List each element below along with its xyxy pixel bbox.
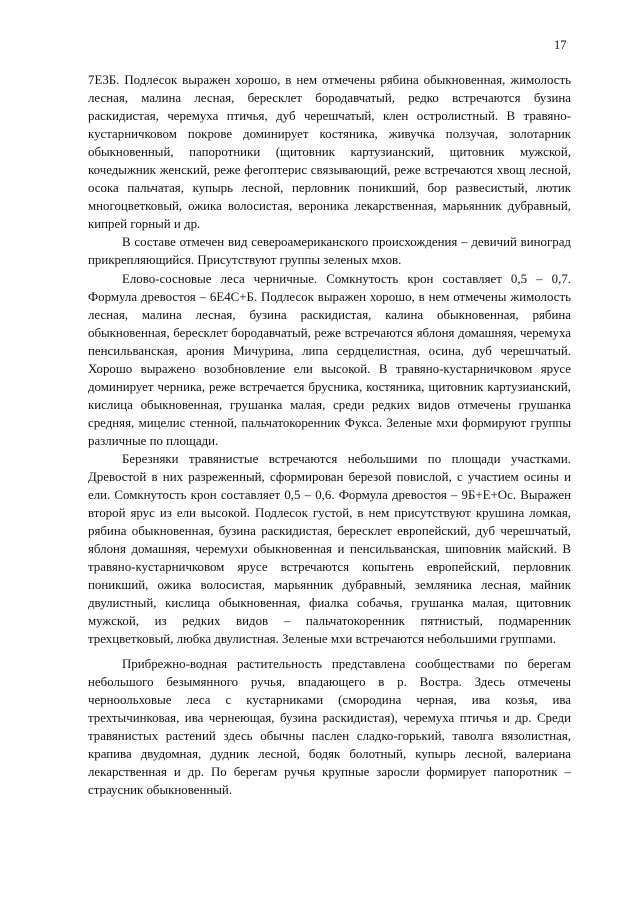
- paragraph-north-american-species: В составе отмечен вид североамериканского происхождения – девичий виноград прикрепляющийся. Присутствуют группы зеленых мхов.: [88, 235, 571, 268]
- paragraph-spruce-pine-forests: Елово-сосновые леса черничные. Сомкнутость крон составляет 0,5 – 0,7. Формула древостоя – 6Е4С+Б. Подлесок выражен хорошо, в нем отмечены жимолость лесная, малина лесная, бузина раскидистая, калина обыкновенная, рябина обыкновенная, бересклет бородавчатый, реже встречаются яблоня домашняя, черемуха пенсильванская, арония Мичурина, липа сердцелистная, осина, дуб черешчатый. Хорошо выражено возобновление ели высокой. В травяно-кустарничковом ярусе доминирует черника, реже встречается брусника, костяника, щитовник картузианский, кислица обыкновенная, грушанка малая, среди редких видов отмечены грушанка средняя, мицелис стенной, пальчатокоренник Фукса. Зеленые мхи формируют группы различные по площади.: [88, 271, 571, 448]
- paragraph-riparian-vegetation: Прибрежно-водная растительность представлена сообществами по берегам небольшого безымянного ручья, впадающего в р. Востра. Здесь отмечены черноольховые леса с кустарниками (смородина черная, ива козья, ива трехтычинковая, ива чернеющая, бузина раскидистая), черемуха птичья и др. Среди травянистых растений здесь обычны паслен сладко-горький, таволга вязолистная, крапива двудомная, дудник лесной, бодяк болотный, купырь лесной, валериана лекарственная и др. По берегам ручья крупные заросли формирует папоротник – страусник обыкновенный.: [88, 656, 571, 797]
- paragraph-birch-forests: Березняки травянистые встречаются небольшими по площади участками. Древостой в них разреженный, сформирован березой повислой, с участием осины и ели. Сомкнутость крон составляет 0,5 – 0,6. Формула древостоя – 9Б+Е+Ос. Выражен второй ярус из ели высокой. Подлесок густой, в нем присутствуют крушина ломкая, рябина обыкновенная, бузина раскидистая, бересклет европейский, дуб черешчатый, яблоня домашняя, черемухи обыкновенная и пенсильванская, шиповник майский. В травяно-кустарничковом ярусе встречаются копытень европейский, перловник поникший, ожика волосистая, марьянник дубравный, земляника лесная, майник двулистный, кислица обыкновенная, фиалка собачья, грушанка малая, щитовник мужской, из редких видов – пальчатокоренник пятнистый, подмаренник трехцветковый, любка двулистная. Зеленые мхи встречаются небольшими группами.: [88, 451, 571, 647]
- document-body: [88, 71, 571, 799]
- page-number: 17: [554, 38, 567, 52]
- paragraph-mixed-forest-continued: 7Е3Б. Подлесок выражен хорошо, в нем отмечены рябина обыкновенная, жимолость лесная, малина лесная, бересклет бородавчатый, редко встречаются бузина раскидистая, черемуха птичья, дуб черешчатый, клен остролистный. В травяно-кустарничковом покрове доминирует костяника, живучка ползучая, золотарник обыкновенный, папоротники (щитовник картузианский, щитовник мужской, кочедыжник женский, реже фегоптерис связывающий, реже встречаются хвощ лесной, осока пальчатая, купырь лесной, перловник поникший, бор развесистый, лютик многоцветковый, ожика волосистая, вероника лекарственная, марьянник дубравный, кипрей горный и др.: [88, 73, 571, 232]
